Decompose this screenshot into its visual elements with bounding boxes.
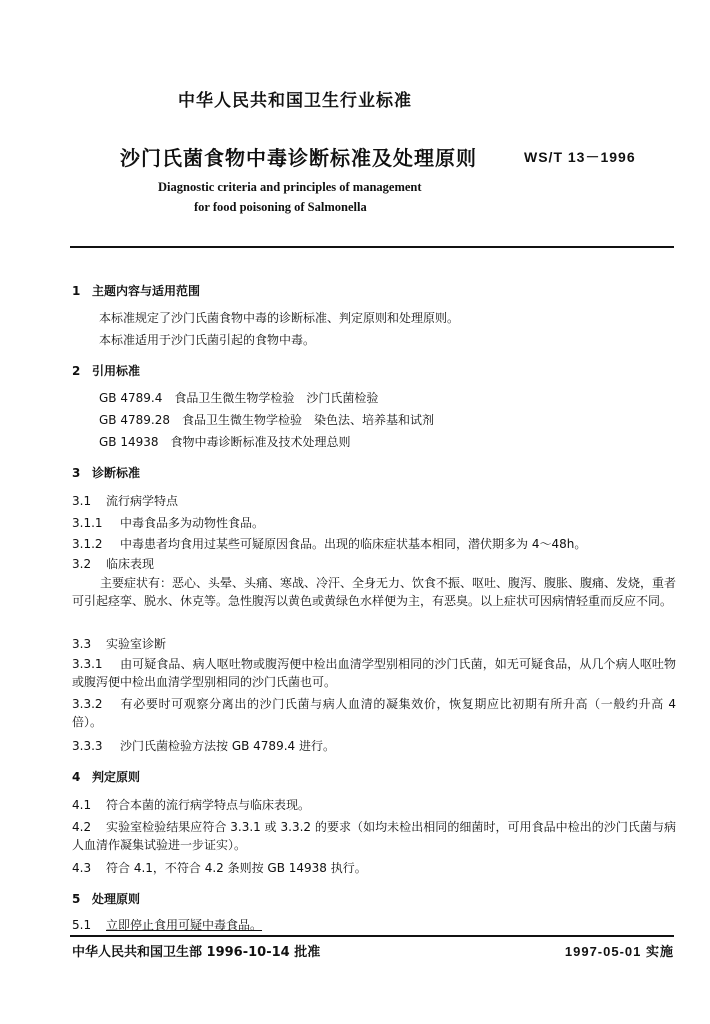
header-divider bbox=[70, 246, 674, 248]
clause: 4.1 符合本菌的流行病学特点与临床表现。 bbox=[72, 798, 311, 812]
document-title: 沙门氏菌食物中毒诊断标准及处理原则 bbox=[120, 146, 477, 170]
clause: 3.2 临床表现 bbox=[72, 557, 155, 571]
clause-paragraph: 4.2 实验室检验结果应符合 3.3.1 或 3.3.2 的要求（如均未检出相同的细菌时，可用食品中检出的沙门氏菌与病人血清作凝集试验进一步证实）。 bbox=[72, 820, 676, 852]
clause: 4.3 符合 4.1，不符合 4.2 条则按 GB 14938 执行。 bbox=[72, 861, 367, 875]
paragraph: 本标准适用于沙门氏菌引起的食物中毒。 bbox=[99, 333, 316, 347]
reference-item: GB 14938 食物中毒诊断标准及技术处理总则 bbox=[99, 435, 351, 449]
approval-line: 中华人民共和国卫生部 1996-10-14 批准 bbox=[72, 945, 321, 960]
section-number: 5 bbox=[72, 892, 81, 906]
clause: 5.1 立即停止食用可疑中毒食品。 bbox=[72, 918, 263, 932]
clause: 3.3 实验室诊断 bbox=[72, 637, 167, 651]
section-title: 判定原则 bbox=[92, 770, 141, 784]
section-number: 4 bbox=[72, 770, 81, 784]
section-title: 处理原则 bbox=[92, 892, 141, 906]
clause-paragraph: 3.3.1 由可疑食品、病人呕吐物或腹泻便中检出血清学型别相同的沙门氏菌，如无可疑食品，从几个病人呕吐物或腹泻便中检出血清学型别相同的沙门氏菌也可。 bbox=[72, 657, 676, 689]
section-3-heading bbox=[72, 464, 140, 481]
section-2-heading bbox=[72, 362, 140, 379]
section-4-heading bbox=[72, 768, 140, 785]
clause: 3.1.1 中毒食品多为动物性食品。 bbox=[72, 516, 265, 530]
section-title: 引用标准 bbox=[92, 364, 141, 378]
footer-divider bbox=[70, 935, 674, 937]
section-5-heading bbox=[72, 890, 140, 907]
clause: 3.1.2 中毒患者均食用过某些可疑原因食品。出现的临床症状基本相同，潜伏期多为 4～48h。 bbox=[72, 537, 587, 551]
english-title-line-2: for food poisoning of Salmonella bbox=[194, 200, 367, 214]
implementation-date: 1997-05-01 实施 bbox=[564, 944, 674, 959]
section-number: 3 bbox=[72, 466, 81, 480]
english-title-line-1: Diagnostic criteria and principles of management bbox=[158, 180, 422, 194]
section-number: 2 bbox=[72, 364, 81, 378]
section-title: 诊断标准 bbox=[92, 466, 141, 480]
reference-item: GB 4789.4 食品卫生微生物学检验 沙门氏菌检验 bbox=[99, 391, 379, 405]
clause: 3.3.3 沙门氏菌检验方法按 GB 4789.4 进行。 bbox=[72, 739, 335, 753]
paragraph: 本标准规定了沙门氏菌食物中毒的诊断标准、判定原则和处理原则。 bbox=[99, 311, 460, 325]
paragraph: 主要症状有：恶心、头晕、头痛、寒战、冷汗、全身无力、饮食不振、呕吐、腹泻、腹胀、腹痛、发烧，重者可引起痉挛、脱水、休克等。急性腹泻以黄色或黄绿色水样便为主，有恶臭。以上症状可因病情轻重而反应不同。 bbox=[72, 576, 677, 608]
clause-paragraph: 3.3.2 有必要时可观察分离出的沙门氏菌与病人血清的凝集效价，恢复期应比初期有所升高（一般约升高 4 倍）。 bbox=[72, 697, 676, 729]
section-number: 1 bbox=[72, 284, 81, 298]
clause: 3.1 流行病学特点 bbox=[72, 494, 179, 508]
section-title: 主题内容与适用范围 bbox=[92, 284, 201, 298]
section-1-heading bbox=[72, 282, 200, 299]
standard-code: WS/T 13－1996 bbox=[524, 149, 636, 165]
issuing-authority: 中华人民共和国卫生行业标准 bbox=[178, 91, 412, 111]
reference-item: GB 4789.28 食品卫生微生物学检验 染色法、培养基和试剂 bbox=[99, 413, 434, 427]
